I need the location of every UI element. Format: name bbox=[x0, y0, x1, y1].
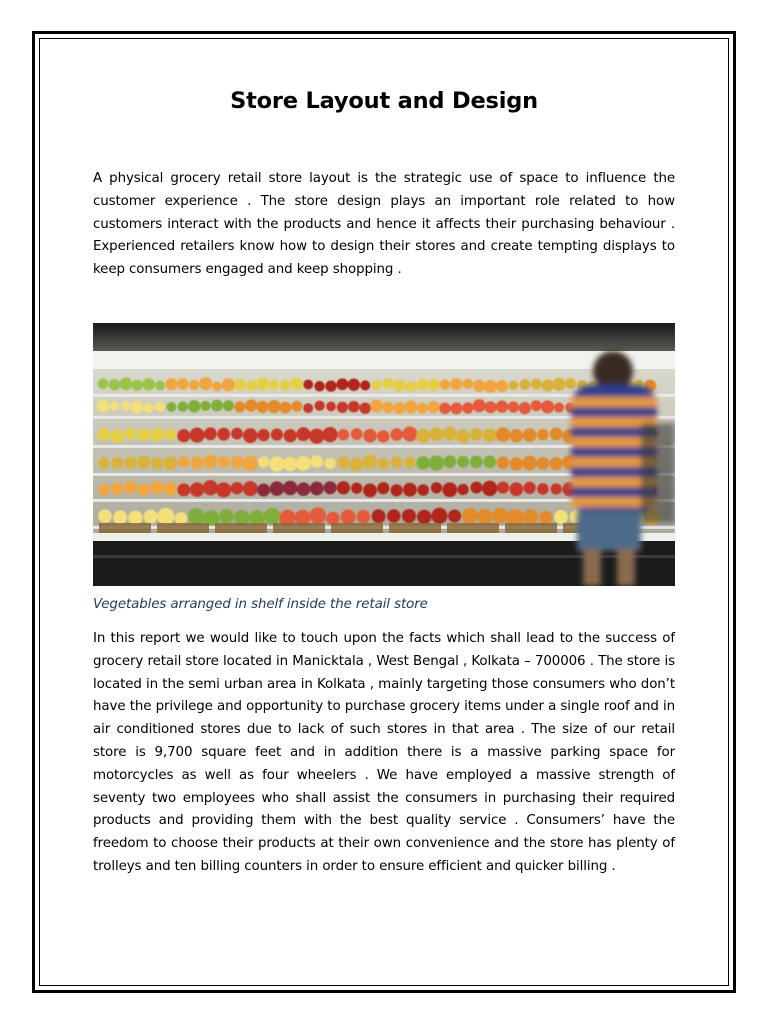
produce-item bbox=[496, 380, 508, 392]
produce-item bbox=[310, 507, 327, 524]
produce-item bbox=[151, 457, 163, 469]
produce-item bbox=[550, 428, 563, 441]
produce-item bbox=[404, 457, 415, 468]
produce-item bbox=[177, 378, 189, 390]
produce-item bbox=[378, 458, 389, 469]
produce-item bbox=[324, 481, 337, 494]
produce-item bbox=[218, 456, 230, 468]
produce-item bbox=[155, 381, 165, 391]
produce-item bbox=[430, 427, 444, 441]
produce-item bbox=[177, 429, 190, 442]
produce-item bbox=[522, 456, 537, 471]
produce-item bbox=[284, 429, 297, 442]
produce-item bbox=[402, 426, 417, 441]
produce-item bbox=[314, 381, 324, 391]
produce-item bbox=[450, 378, 462, 390]
produce-item bbox=[338, 429, 350, 441]
produce-item bbox=[199, 377, 212, 390]
produce-item bbox=[324, 458, 335, 469]
produce-item bbox=[393, 380, 405, 392]
produce-item bbox=[537, 429, 549, 441]
produce-item bbox=[417, 484, 429, 496]
produce-item bbox=[509, 380, 519, 390]
produce-item bbox=[164, 482, 178, 496]
produce-item bbox=[256, 377, 269, 390]
produce-item bbox=[496, 401, 508, 413]
produce-item bbox=[111, 429, 125, 443]
produce-item bbox=[372, 509, 386, 523]
produce-item bbox=[417, 403, 428, 414]
produce-item bbox=[98, 484, 109, 495]
produce-item bbox=[477, 509, 492, 524]
produce-item bbox=[431, 508, 447, 524]
produce-item bbox=[552, 378, 565, 391]
produce-item bbox=[264, 508, 281, 525]
produce-item bbox=[234, 379, 246, 391]
produce-item bbox=[243, 481, 258, 496]
produce-item bbox=[393, 402, 405, 414]
produce-item bbox=[203, 480, 218, 495]
produce-item bbox=[416, 456, 429, 469]
produce-item bbox=[258, 456, 269, 467]
produce-item bbox=[188, 508, 205, 525]
produce-item bbox=[124, 457, 136, 469]
produce-item bbox=[137, 456, 150, 469]
produce-item bbox=[314, 401, 324, 411]
produce-item bbox=[519, 402, 531, 414]
produce-item bbox=[97, 400, 110, 413]
produce-item bbox=[257, 429, 269, 441]
produce-item bbox=[348, 401, 360, 413]
produce-item bbox=[283, 481, 298, 496]
produce-item bbox=[189, 380, 199, 390]
produce-item bbox=[109, 379, 120, 390]
produce-item bbox=[191, 456, 204, 469]
produce-item bbox=[111, 482, 123, 494]
produce-item bbox=[523, 509, 538, 524]
produce-item bbox=[390, 484, 402, 496]
produce-item bbox=[217, 428, 230, 441]
produce-item bbox=[372, 380, 382, 390]
produce-item bbox=[565, 378, 576, 389]
produce-item bbox=[230, 456, 243, 469]
produce-item bbox=[219, 509, 233, 523]
produce-item bbox=[537, 483, 549, 495]
produce-item bbox=[246, 380, 257, 391]
produce-item bbox=[297, 482, 311, 496]
produce-item bbox=[439, 402, 451, 414]
produce-item bbox=[211, 400, 223, 412]
produce-item bbox=[482, 481, 497, 496]
produce-item bbox=[98, 457, 109, 468]
produce-item bbox=[212, 381, 222, 391]
produce-item bbox=[138, 483, 151, 496]
produce-item bbox=[119, 377, 132, 390]
produce-item bbox=[269, 456, 284, 471]
produce-item bbox=[484, 380, 497, 393]
produce-item bbox=[142, 378, 154, 390]
produce-item bbox=[144, 510, 158, 524]
produce-item bbox=[496, 427, 511, 442]
produce-item bbox=[283, 457, 297, 471]
produce-item bbox=[382, 378, 393, 389]
produce-item bbox=[303, 380, 313, 390]
produce-item bbox=[531, 379, 542, 390]
produce-item bbox=[357, 510, 371, 524]
document-title: Store Layout and Design bbox=[230, 88, 538, 114]
produce-item bbox=[531, 400, 542, 411]
produce-item bbox=[497, 456, 510, 469]
produce-item bbox=[417, 510, 431, 524]
produce-item bbox=[188, 400, 200, 412]
produce-item bbox=[537, 457, 550, 470]
produce-item bbox=[166, 402, 176, 412]
produce-item bbox=[416, 429, 430, 443]
produce-item bbox=[457, 484, 468, 495]
grocery-shelf-photo bbox=[93, 323, 675, 586]
produce-item bbox=[326, 402, 336, 412]
produce-item bbox=[510, 429, 523, 442]
produce-item bbox=[98, 379, 108, 389]
produce-item bbox=[428, 401, 440, 413]
photo-caption: Vegetables arranged in shelf inside the retail store bbox=[93, 597, 428, 612]
produce-item bbox=[279, 402, 291, 414]
produce-item bbox=[350, 457, 364, 471]
produce-item bbox=[391, 456, 403, 468]
produce-item bbox=[203, 455, 217, 469]
produce-item bbox=[510, 457, 523, 470]
produce-item bbox=[403, 483, 417, 497]
produce-item bbox=[462, 508, 478, 524]
produce-item bbox=[351, 428, 363, 440]
produce-item bbox=[138, 429, 150, 441]
produce-item bbox=[175, 512, 188, 525]
produce-item bbox=[382, 402, 393, 413]
produce-item bbox=[144, 403, 154, 413]
produce-item bbox=[448, 509, 461, 522]
produce-item bbox=[450, 403, 462, 415]
produce-item bbox=[456, 430, 470, 444]
produce-item bbox=[280, 380, 291, 391]
produce-item bbox=[539, 511, 553, 525]
produce-item bbox=[492, 508, 508, 524]
produce-item bbox=[363, 484, 377, 498]
produce-item bbox=[269, 380, 279, 390]
produce-item bbox=[291, 401, 302, 412]
grocery-shelf-image bbox=[93, 323, 675, 586]
produce-item bbox=[234, 401, 245, 412]
produce-item bbox=[363, 455, 377, 469]
produce-item bbox=[121, 401, 131, 411]
produce-item bbox=[231, 428, 243, 440]
produce-item bbox=[124, 481, 137, 494]
produce-item bbox=[157, 508, 174, 525]
produce-item bbox=[341, 509, 356, 524]
produce-item bbox=[303, 403, 313, 413]
produce-item bbox=[110, 401, 120, 411]
produce-item bbox=[113, 510, 127, 524]
produce-item bbox=[178, 456, 189, 467]
produce-item bbox=[417, 379, 428, 390]
produce-item bbox=[485, 401, 497, 413]
produce-item bbox=[377, 430, 389, 442]
produce-item bbox=[271, 428, 283, 440]
produce-item bbox=[429, 456, 444, 471]
produce-item bbox=[508, 401, 519, 412]
produce-item bbox=[463, 379, 474, 390]
produce-item bbox=[243, 428, 258, 443]
produce-item bbox=[131, 401, 144, 414]
produce-item bbox=[402, 509, 416, 523]
produce-item bbox=[132, 380, 143, 391]
produce-item bbox=[351, 483, 362, 494]
produce-item bbox=[443, 455, 456, 468]
produce-item bbox=[523, 428, 537, 442]
produce-item bbox=[473, 399, 486, 412]
produce-item bbox=[223, 400, 234, 411]
produce-item bbox=[243, 456, 258, 471]
produce-item bbox=[297, 427, 311, 441]
produce-item bbox=[470, 482, 482, 494]
produce-item bbox=[443, 427, 457, 441]
produce-item bbox=[268, 400, 281, 413]
produce-item bbox=[427, 379, 440, 392]
produce-item bbox=[151, 481, 164, 494]
produce-item bbox=[440, 380, 451, 391]
produce-item bbox=[551, 483, 562, 494]
produce-item bbox=[509, 482, 523, 496]
produce-item bbox=[165, 378, 177, 390]
produce-item bbox=[550, 457, 563, 470]
produce-item bbox=[165, 429, 176, 440]
produce-item bbox=[111, 457, 123, 469]
produce-item bbox=[348, 379, 360, 391]
produce-item bbox=[98, 428, 111, 441]
produce-item bbox=[360, 380, 370, 390]
intro-paragraph: A physical grocery retail store layout is the strategic use of space to influence the customer experience . The store design plays an important role related to how customers interact with the products and hence it affects their purchasing behaviour . Experienced retailers know how to design their stores and create tempting displays to keep consumers engaged and keep shopping . bbox=[93, 171, 675, 278]
produce-item bbox=[363, 429, 377, 443]
produce-item bbox=[457, 456, 469, 468]
produce-item bbox=[470, 428, 483, 441]
produce-item bbox=[337, 378, 349, 390]
produce-item bbox=[323, 427, 338, 442]
produce-item bbox=[431, 482, 442, 493]
report-paragraph: In this report we would like to touch upon the facts which shall lead to the success of grocery retail store located in Manicktala , West Bengal , Kolkata – 700006 . The store is located in the semi urban area in Kolkata , mainly targeting those consumers who don’t have the privilege and opportunity to purchase grocery items under a single roof and in air conditioned stores due to lack of such stores in that area . The size of our retail store is 9,700 square feet and in addition there is a massive parking space for motorcycles as well as four wheelers . We have employed a massive strength of seventy two employees who shall assist the consumers in purchasing their required products and providing them with the best quality service . Consumers’ have the freedom to choose their products at their own convenience and the store has plenty of trolleys and ten billing counters in order to ensure efficient and quicker billing . bbox=[93, 631, 675, 874]
produce-item bbox=[222, 378, 235, 391]
produce-item bbox=[125, 428, 137, 440]
produce-item bbox=[462, 402, 473, 413]
produce-item bbox=[519, 379, 530, 390]
produce-item bbox=[337, 456, 349, 468]
produce-item bbox=[155, 402, 165, 412]
produce-item bbox=[325, 381, 336, 392]
produce-item bbox=[257, 484, 270, 497]
produce-item bbox=[270, 481, 285, 496]
produce-item bbox=[541, 400, 554, 413]
produce-item bbox=[216, 482, 231, 497]
produce-item bbox=[497, 481, 509, 493]
produce-item bbox=[359, 402, 371, 414]
produce-item bbox=[98, 509, 112, 523]
produce-item bbox=[387, 509, 401, 523]
produce-item bbox=[190, 428, 205, 443]
produce-item bbox=[473, 379, 486, 392]
produce-item bbox=[231, 482, 243, 494]
produce-item bbox=[337, 402, 348, 413]
produce-item bbox=[390, 428, 403, 441]
produce-item bbox=[178, 401, 188, 411]
produce-item bbox=[291, 378, 303, 390]
produce-item bbox=[311, 455, 324, 468]
produce-item bbox=[256, 401, 268, 413]
produce-item bbox=[370, 399, 383, 412]
produce-item bbox=[164, 456, 178, 470]
produce-item bbox=[201, 401, 211, 411]
produce-item bbox=[470, 456, 483, 469]
produce-item bbox=[128, 511, 142, 525]
produce-item bbox=[404, 400, 417, 413]
produce-item bbox=[483, 456, 496, 469]
produce-item bbox=[442, 482, 457, 497]
produce-item bbox=[310, 482, 324, 496]
produce-item bbox=[296, 456, 311, 471]
produce-item bbox=[554, 510, 568, 524]
produce-item bbox=[483, 428, 497, 442]
produce-item bbox=[151, 428, 164, 441]
produce-item bbox=[377, 482, 389, 494]
produce-item bbox=[245, 399, 257, 411]
produce-item bbox=[554, 402, 564, 412]
produce-item bbox=[177, 483, 190, 496]
produce-item bbox=[541, 379, 553, 391]
produce-item bbox=[405, 381, 416, 392]
produce-item bbox=[190, 482, 204, 496]
produce-item bbox=[523, 482, 535, 494]
produce-item bbox=[309, 429, 324, 444]
produce-item bbox=[337, 481, 350, 494]
produce-item bbox=[204, 427, 217, 440]
